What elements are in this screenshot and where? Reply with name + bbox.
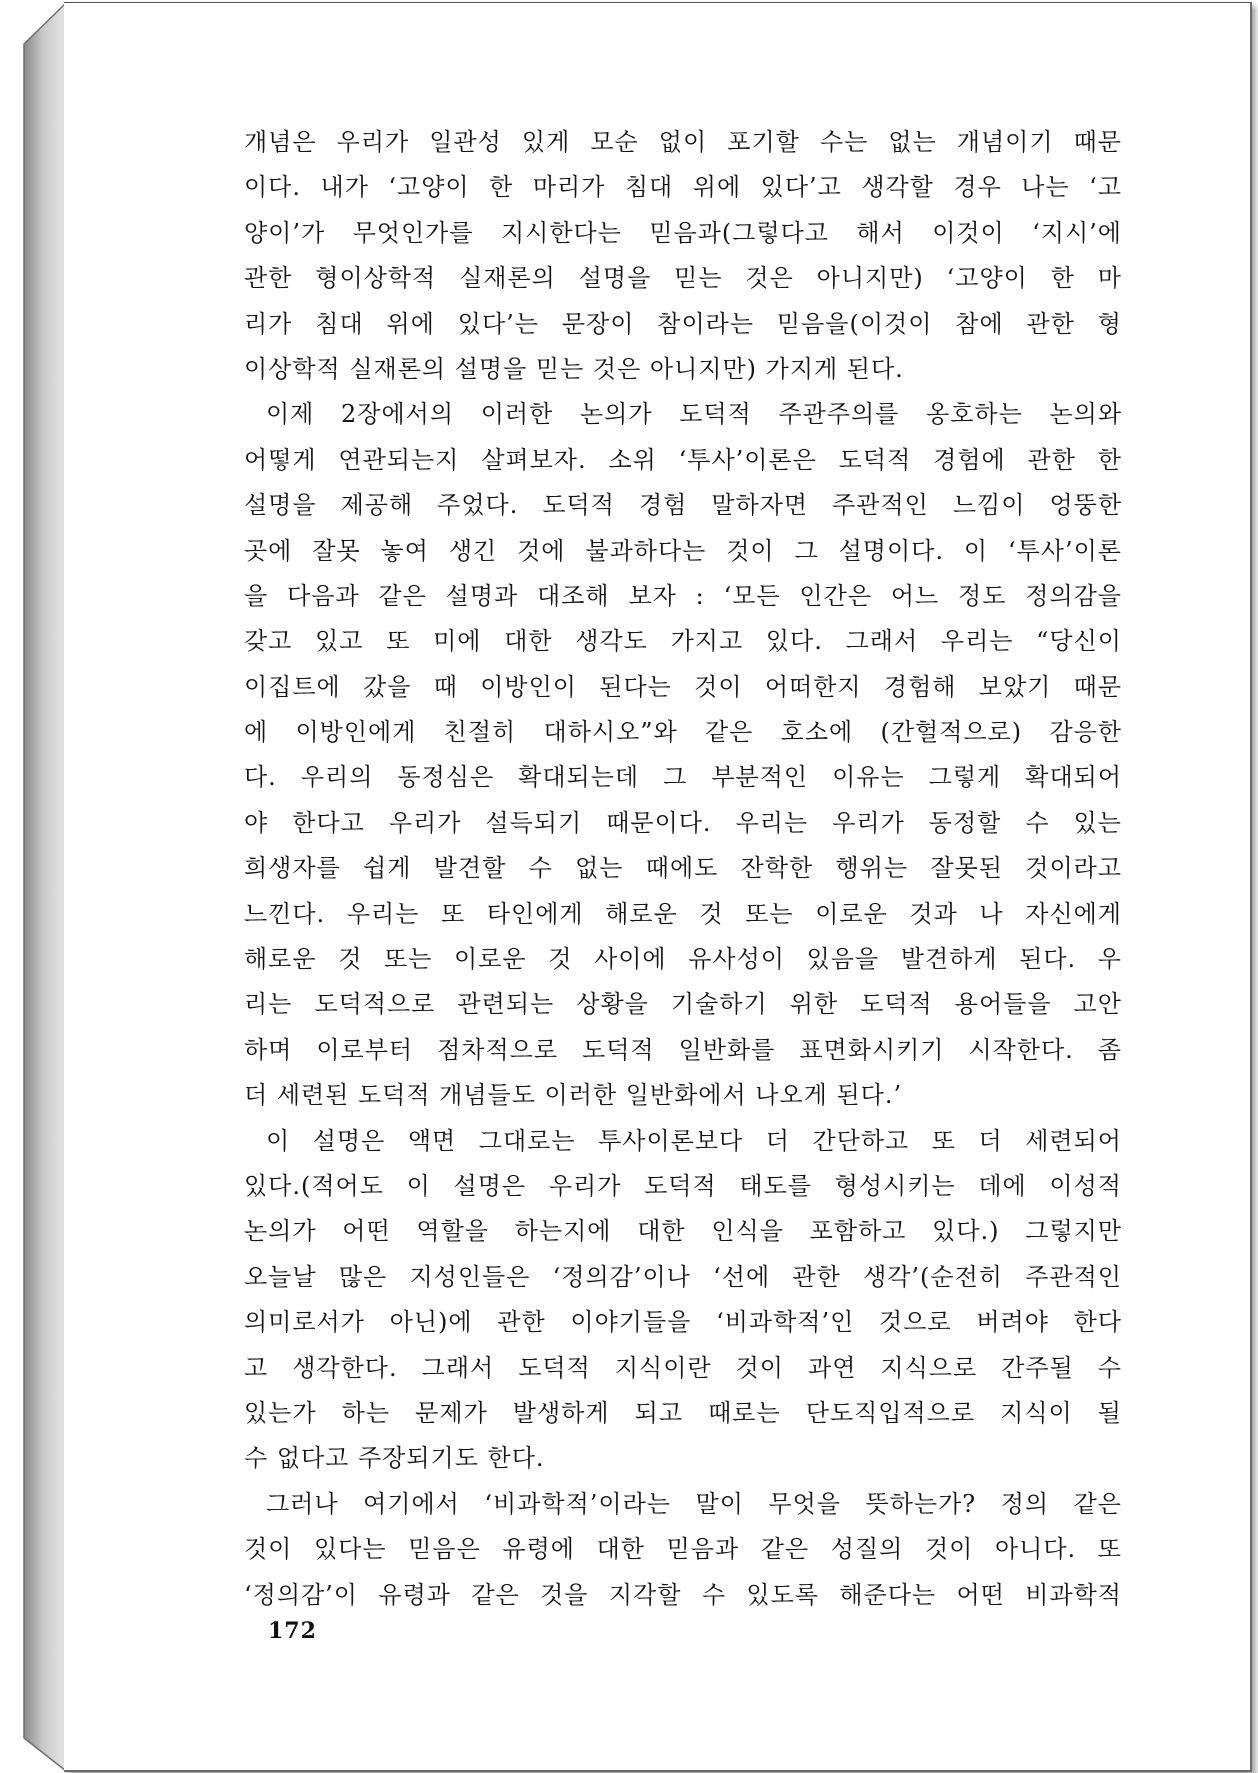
text-line: 개념은 우리가 일관성 있게 모순 없이 포기할 수는 없는 개념이기 때문 [244,128,1122,156]
body-text [244,120,1122,1618]
text-line: 어떻게 연관되는지 살펴보자. 소위 ‘투사’이론은 도덕적 경험에 관한 한 [244,445,1122,474]
text-line: 이상학적 실재론의 설명을 믿는 것은 아니지만) 가지게 된다. [244,354,904,383]
text-line: 수 없다고 주장되기도 한다. [244,1444,545,1473]
text-line: 더 세련된 도덕적 개념들도 이러한 일반화에서 나오게 된다.’ [244,1081,903,1110]
text-line: 리가 침대 위에 있다’는 문장이 참이라는 믿음을(이것이 참에 관한 형 [244,309,1122,338]
text-line: 그러나 여기에서 ‘비과학적’이라는 말이 무엇을 뜻하는가? 정의 같은 [266,1489,1122,1518]
text-line: 관한 형이상학적 실재론의 설명을 믿는 것은 아니지만) ‘고양이 한 마 [244,264,1122,293]
text-line: 논의가 어떤 역할을 하는지에 대한 인식을 포함하고 있다.) 그렇지만 [244,1217,1122,1246]
text-line: 야 한다고 우리가 설득되기 때문이다. 우리는 우리가 동정할 수 있는 [244,808,1122,837]
text-line: 있다.(적어도 이 설명은 우리가 도덕적 태도를 형성시키는 데에 이성적 [244,1171,1122,1200]
text-line: 이제 2장에서의 이러한 논의가 도덕적 주관주의를 옹호하는 논의와 [266,400,1122,429]
paragraph [244,392,1122,1118]
paragraph [244,120,1122,392]
text-line: 을 다음과 같은 설명과 대조해 보자 : ‘모든 인간은 어느 정도 정의감을 [244,581,1122,610]
text-line: 오늘날 많은 지성인들은 ‘정의감’이나 ‘선에 관한 생각’(순전히 주관적인 [244,1262,1122,1291]
page-number: 172 [268,1618,317,1644]
text-line: 곳에 잘못 놓여 생긴 것에 불과하다는 것이 그 설명이다. 이 ‘투사’이론 [244,536,1122,565]
text-line: ‘정의감’이 유령과 같은 것을 지각할 수 있도록 해준다는 어떤 비과학적 [244,1580,1122,1609]
text-line: 리는 도덕적으로 관련되는 상황을 기술하기 위한 도덕적 용어들을 고안 [244,990,1122,1019]
text-line: 의미로서가 아닌)에 관한 이야기들을 ‘비과학적’인 것으로 버려야 한다 [244,1308,1122,1337]
paragraph [244,1119,1122,1482]
text-line: 희생자를 쉽게 발견할 수 없는 때에도 잔학한 행위는 잘못된 것이라고 [244,854,1122,883]
paragraph [244,1482,1122,1618]
text-line: 하며 이로부터 점차적으로 도덕적 일반화를 표면화시키기 시작한다. 좀 [244,1035,1122,1064]
text-line: 설명을 제공해 주었다. 도덕적 경험 말하자면 주관적인 느낌이 엉뚱한 [244,491,1122,520]
text-line: 이 설명은 액면 그대로는 투사이론보다 더 간단하고 또 더 세련되어 [266,1126,1122,1155]
text-line: 다. 우리의 동정심은 확대되는데 그 부분적인 이유는 그렇게 확대되어 [244,763,1122,792]
text-line: 고 생각한다. 그래서 도덕적 지식이란 것이 과연 지식으로 간주될 수 [244,1353,1122,1382]
text-line: 양이’가 무엇인가를 지시한다는 믿음과(그렇다고 해서 이것이 ‘지시’에 [244,218,1122,247]
text-line: 이다. 내가 ‘고양이 한 마리가 침대 위에 있다’고 생각할 경우 나는 ‘고 [244,173,1122,202]
text-line: 갖고 있고 또 미에 대한 생각도 가지고 있다. 그래서 우리는 “당신이 [244,627,1122,656]
text-line: 느낀다. 우리는 또 타인에게 해로운 것 또는 이로운 것과 나 자신에게 [244,899,1122,928]
text-line: 에 이방인에게 친절히 대하시오”와 같은 호소에 (간헐적으로) 감응한 [244,718,1122,747]
text-line: 것이 있다는 믿음은 유령에 대한 믿음과 같은 성질의 것이 아니다. 또 [244,1535,1122,1564]
text-line: 있는가 하는 문제가 발생하게 되고 때로는 단도직입적으로 지식이 될 [244,1398,1122,1427]
text-line: 해로운 것 또는 이로운 것 사이에 유사성이 있음을 발견하게 된다. 우 [244,945,1122,974]
text-line: 이집트에 갔을 때 이방인이 된다는 것이 어떠한지 경험해 보았기 때문 [244,672,1122,701]
